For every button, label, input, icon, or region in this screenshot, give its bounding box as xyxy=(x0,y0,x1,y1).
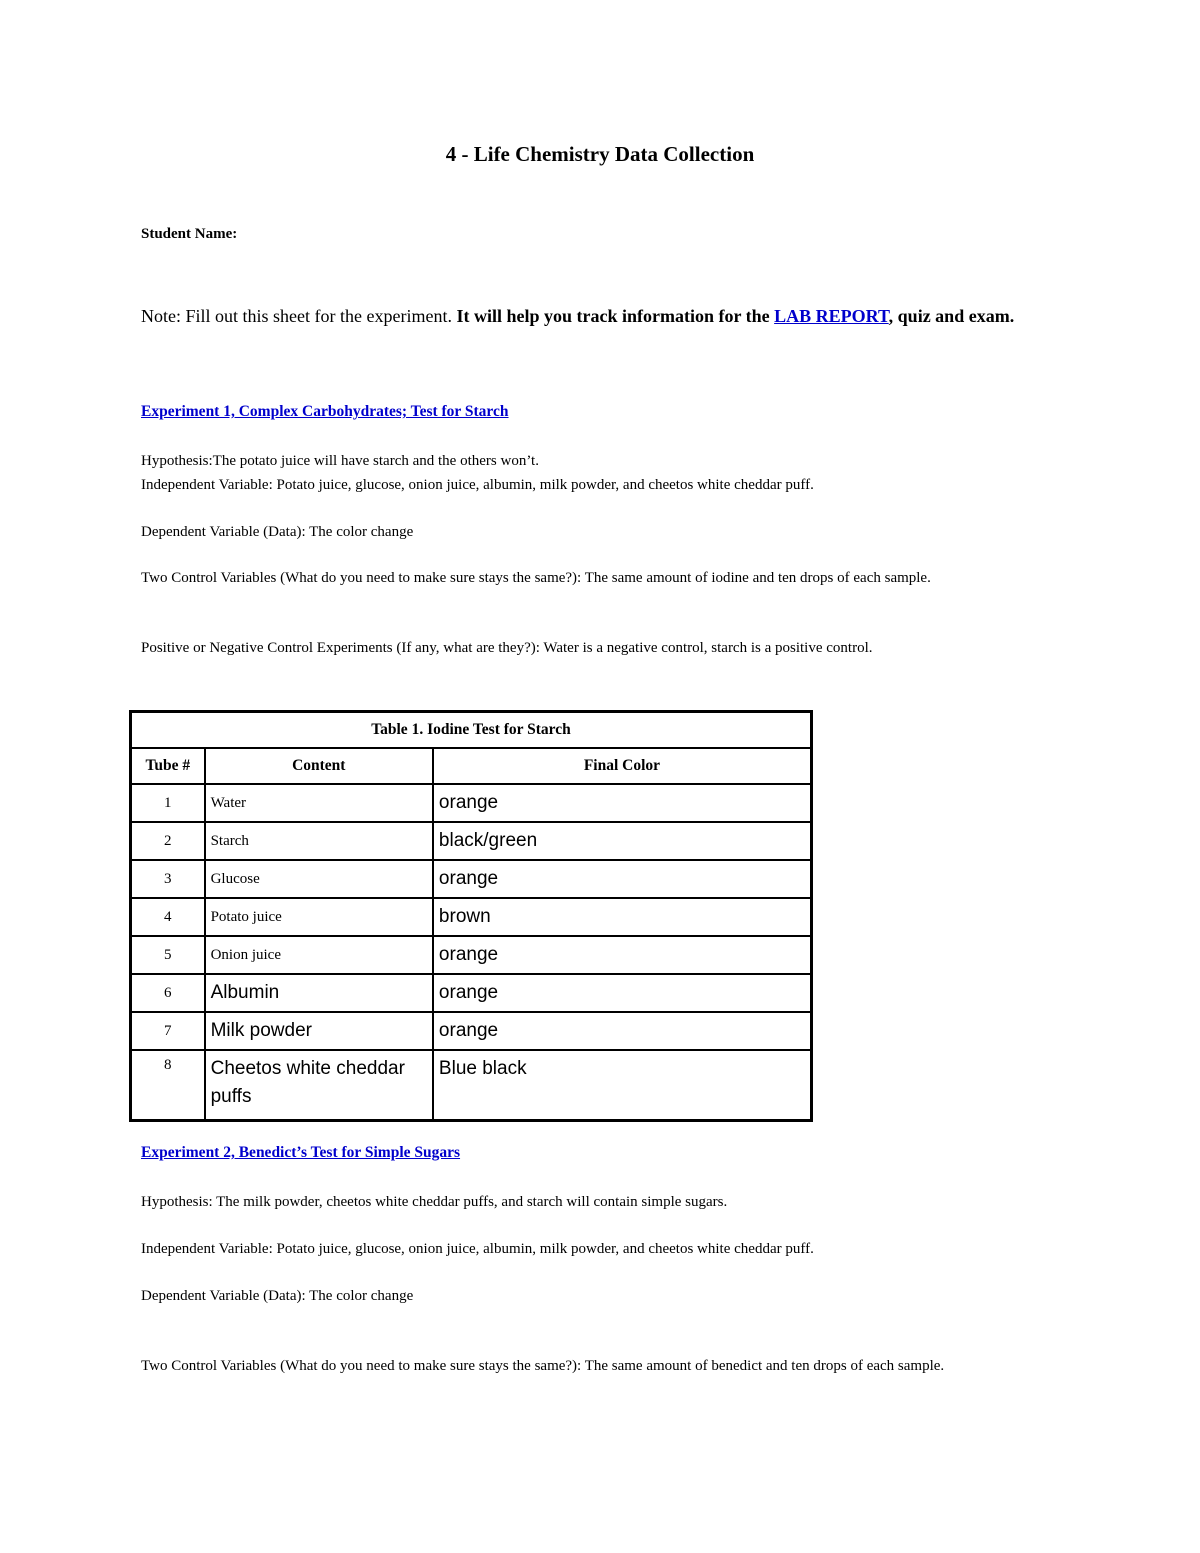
tube-number: 6 xyxy=(131,974,205,1012)
student-name-label: Student Name: xyxy=(141,226,238,242)
tube-content: Albumin xyxy=(205,974,433,1012)
final-color: orange xyxy=(433,974,812,1012)
header-content: Content xyxy=(205,748,433,784)
experiment2-control-variables: Two Control Variables (What do you need to make sure stays the same?): The same amount of benedict and ten drops of each sample. xyxy=(141,1358,945,1374)
experiment2-hypothesis: Hypothesis: The milk powder, cheetos white cheddar puffs, and starch will contain simple sugars. xyxy=(141,1194,728,1210)
tube-number: 5 xyxy=(131,936,205,974)
experiment2-heading-link[interactable]: Experiment 2, Benedict’s Test for Simple Sugars xyxy=(141,1144,461,1161)
tube-content: Milk powder xyxy=(205,1012,433,1050)
table-row xyxy=(131,860,812,898)
tube-content: Glucose xyxy=(205,860,433,898)
final-color: brown xyxy=(433,898,812,936)
experiment1-dependent-variable: Dependent Variable (Data): The color change xyxy=(141,524,414,540)
iodine-test-table xyxy=(129,710,813,1122)
experiment1-hypothesis: Hypothesis:The potato juice will have starch and the others won’t. xyxy=(141,453,539,469)
final-color: Blue black xyxy=(433,1050,812,1121)
table-row xyxy=(131,1012,812,1050)
table-row xyxy=(131,822,812,860)
page-title: 4 - Life Chemistry Data Collection xyxy=(445,142,755,166)
experiment2-independent-variable: Independent Variable: Potato juice, glucose, onion juice, albumin, milk powder, and cheetos white cheddar puff. xyxy=(141,1241,814,1257)
tube-content: Water xyxy=(205,784,433,822)
tube-content: Cheetos white cheddar puffs xyxy=(205,1050,433,1121)
final-color: orange xyxy=(433,784,812,822)
final-color: orange xyxy=(433,860,812,898)
experiment1-control-variables: Two Control Variables (What do you need to make sure stays the same?): The same amount of iodine and ten drops of each sample. xyxy=(141,570,931,586)
header-tube-number: Tube # xyxy=(131,748,205,784)
lab-report-link[interactable]: LAB REPORT xyxy=(774,306,889,326)
table-row xyxy=(131,898,812,936)
note-prefix: Note: Fill out this sheet for the experiment. xyxy=(141,306,457,326)
experiment1-control-experiments: Positive or Negative Control Experiments (If any, what are they?): Water is a negative control, starch is a positive control. xyxy=(141,640,873,656)
experiment1-heading-link[interactable]: Experiment 1, Complex Carbohydrates; Test for Starch xyxy=(141,403,509,420)
tube-number: 8 xyxy=(131,1050,205,1121)
tube-content: Starch xyxy=(205,822,433,860)
table-row xyxy=(131,936,812,974)
experiment2-dependent-variable: Dependent Variable (Data): The color change xyxy=(141,1288,414,1304)
final-color: orange xyxy=(433,936,812,974)
tube-number: 4 xyxy=(131,898,205,936)
header-final-color: Final Color xyxy=(433,748,812,784)
tube-content: Onion juice xyxy=(205,936,433,974)
tube-number: 7 xyxy=(131,1012,205,1050)
table-row xyxy=(131,784,812,822)
table-caption: Table 1. Iodine Test for Starch xyxy=(131,712,812,749)
table-row xyxy=(131,1050,812,1121)
note-bold-2: , quiz and exam. xyxy=(888,306,1015,326)
final-color: black/green xyxy=(433,822,812,860)
table-row xyxy=(131,974,812,1012)
final-color: orange xyxy=(433,1012,812,1050)
tube-content: Potato juice xyxy=(205,898,433,936)
note-paragraph xyxy=(141,302,1061,331)
tube-number: 3 xyxy=(131,860,205,898)
experiment1-independent-variable: Independent Variable: Potato juice, glucose, onion juice, albumin, milk powder, and cheetos white cheddar puff. xyxy=(141,477,814,493)
note-bold-1: It will help you track information for the xyxy=(456,306,775,326)
tube-number: 1 xyxy=(131,784,205,822)
tube-number: 2 xyxy=(131,822,205,860)
